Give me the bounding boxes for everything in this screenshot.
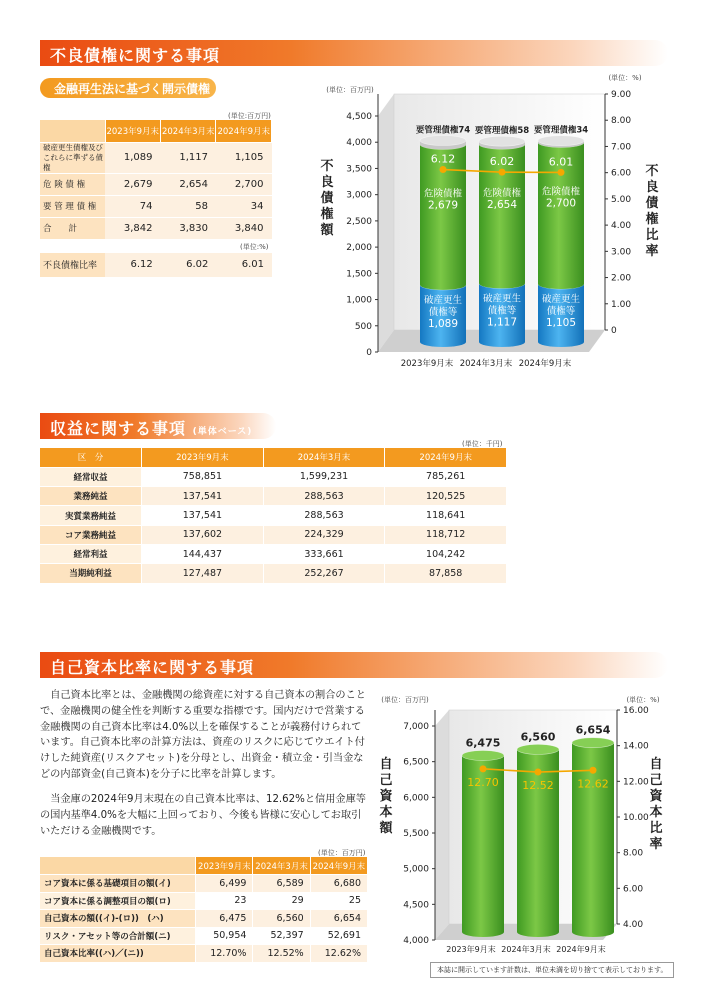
income-cell: 288,563 <box>263 487 385 506</box>
section2-header <box>40 413 276 439</box>
chart1-ratio-label: 6.02 <box>489 155 515 169</box>
npl-chart <box>310 70 670 375</box>
capital-cell: 23 <box>196 892 253 910</box>
chart2-ytick-label: 6,000 <box>403 793 429 804</box>
section2-title-text: 収益に関する事項 <box>50 419 187 438</box>
chart1-ytick-label: 0 <box>366 348 372 358</box>
capital-paragraph-2: 当金庫の2024年9月末現在の自己資本比率は、12.62%と信用金庫等の国内基準4.0%を大幅に上回っており、今後も皆様に安心してお取引いただける金融機関です。 <box>40 794 366 837</box>
npl-row-label: 要 管 理 債 権 <box>40 195 105 217</box>
capital-cell: 12.62% <box>310 945 367 963</box>
chart1-y2tick-label: 6.00 <box>611 168 632 179</box>
chart1-bottom-name: 破産更生 <box>482 293 522 305</box>
chart1-bar-bottom-base <box>538 337 584 347</box>
npl-row-label: 合 計 <box>40 217 105 239</box>
chart2-bar <box>517 749 559 932</box>
chart1-ytick-label: 500 <box>354 321 372 332</box>
chart1-x-label: 2024年3月末 <box>459 359 513 369</box>
capital-cell: 52,397 <box>253 927 310 945</box>
chart2-x-label: 2024年9月末 <box>556 945 606 954</box>
chart1-ytick-label: 1,000 <box>346 295 372 306</box>
npl-row-label: 危 険 債 権 <box>40 173 105 195</box>
npl-row-label: 破産更生債権及びこれらに準ずる債権 <box>40 142 105 173</box>
npl-col-header: 2024年3月末 <box>161 120 216 142</box>
chart1-ytick-label: 3,000 <box>346 190 372 201</box>
chart2-ytick-label: 7,000 <box>403 722 429 732</box>
npl-ratio-label: 不良債権比率 <box>40 253 105 277</box>
income-cell: 137,602 <box>142 525 264 544</box>
chart1-y2tick-label: 1.00 <box>611 299 632 310</box>
income-cell: 127,487 <box>142 564 264 583</box>
chart1-bottom-name: 破産更生 <box>423 294 463 306</box>
income-cell: 104,242 <box>385 544 507 563</box>
npl-cell: 58 <box>161 195 216 217</box>
chart1-top-label: 要管理債権34 <box>533 125 589 136</box>
section1-header <box>40 40 668 66</box>
income-cell: 118,712 <box>385 525 507 544</box>
chart1-ratio-point <box>440 166 447 173</box>
npl-cell: 34 <box>216 195 272 217</box>
chart1-y2tick-label: 9.00 <box>611 90 632 100</box>
income-col-header: 区 分 <box>40 448 142 467</box>
income-col-header: 2024年9月末 <box>385 448 507 467</box>
chart2-bar-label: 6,654 <box>575 723 611 737</box>
npl-col-header: 2023年9月末 <box>105 120 160 142</box>
section2-title <box>50 416 252 439</box>
chart1-mid-value: 2,679 <box>427 199 459 212</box>
capital-cell: 25 <box>310 892 367 910</box>
income-cell: 224,329 <box>263 525 385 544</box>
section3-title: 自己資本比率に関する事項 <box>50 658 255 677</box>
table-row <box>40 253 272 277</box>
chart2-y2tick-label: 6.00 <box>623 884 644 895</box>
chart1-ytick-label: 2,000 <box>346 243 372 254</box>
capital-chart <box>375 690 670 958</box>
chart1-mid-value: 2,654 <box>486 199 518 212</box>
chart1-bottom-name: 債権等 <box>546 306 576 318</box>
chart2-bar-base <box>517 927 559 937</box>
chart1-ytick-label: 3,500 <box>346 164 372 175</box>
chart1-ytick-label: 1,500 <box>346 269 372 280</box>
chart2-ytick-label: 5,000 <box>403 864 429 875</box>
npl-cell: 3,840 <box>216 217 272 239</box>
chart1-x-label: 2023年9月末 <box>400 359 454 369</box>
income-cell: 118,641 <box>385 506 507 525</box>
table1-unit: (単位:百万円) <box>228 112 271 120</box>
table-row <box>40 142 272 173</box>
chart1-ytick-label: 2,500 <box>346 216 372 227</box>
chart1-bar-top-cap <box>479 136 525 146</box>
npl-cell: 1,089 <box>105 142 160 173</box>
section1-title: 不良債権に関する事項 <box>50 46 221 65</box>
npl-cell: 3,830 <box>161 217 216 239</box>
chart2-x-label: 2023年9月末 <box>446 945 496 954</box>
chart1-bottom-value: 1,089 <box>427 317 459 330</box>
rounding-note: 本誌に開示しています計数は、単位未満を切り捨てて表示しております。 <box>430 962 674 978</box>
capital-cell: 6,475 <box>196 910 253 928</box>
chart2-left-label: 自己資本額 <box>379 757 393 836</box>
chart1-mid-value: 2,700 <box>545 197 577 210</box>
chart1-ratio-point <box>558 169 565 176</box>
income-cell: 252,267 <box>263 564 385 583</box>
chart2-bar-cap <box>517 744 559 754</box>
chart1-bottom-value: 1,105 <box>545 317 577 330</box>
npl-ratio-cell: 6.02 <box>161 253 217 277</box>
chart1-bottom-name: 債権等 <box>487 305 517 317</box>
income-cell: 288,563 <box>263 506 385 525</box>
capital-row-label: コア資本に係る基礎項目の額(イ) <box>40 875 196 893</box>
chart1-mid-name: 危険債権 <box>423 188 463 200</box>
chart1-ytick-label: 4,500 <box>346 112 372 122</box>
section1-subheader <box>40 78 216 98</box>
chart2-ytick-label: 4,000 <box>403 936 429 946</box>
income-table <box>40 448 507 584</box>
capital-row-label: 自己資本の額((イ)-(ロ)) (ハ) <box>40 910 196 928</box>
income-row-label: 業務純益 <box>40 487 142 506</box>
chart1-y2tick-label: 0 <box>611 326 617 336</box>
chart2-ratio-label: 12.70 <box>467 775 499 789</box>
chart1-y2tick-label: 4.00 <box>611 221 632 232</box>
chart1-top-label: 要管理債権58 <box>474 126 530 137</box>
chart1-bar-top-cap <box>420 136 466 146</box>
table-row <box>40 544 507 563</box>
capital-cell: 50,954 <box>196 927 253 945</box>
chart1-bottom-name: 破産更生 <box>541 294 581 306</box>
chart2-bar-cap <box>572 738 614 748</box>
chart1-y2tick-label: 5.00 <box>611 194 632 205</box>
income-row-label: 経常利益 <box>40 544 142 563</box>
chart2-bar-label: 6,560 <box>520 730 556 744</box>
chart1-bar-bottom-base <box>420 337 466 347</box>
table-row <box>40 564 507 583</box>
table-row <box>40 910 368 928</box>
income-cell: 120,525 <box>385 487 507 506</box>
income-cell: 144,437 <box>142 544 264 563</box>
capital-col-header: 2024年3月末 <box>253 857 310 875</box>
table1b-unit: (単位:%) <box>240 243 269 251</box>
income-cell: 333,661 <box>263 544 385 563</box>
table-row <box>40 927 368 945</box>
capital-col-header: 2023年9月末 <box>196 857 253 875</box>
chart2-ratio-point <box>480 765 487 772</box>
npl-cell: 2,654 <box>161 173 216 195</box>
npl-cell: 2,679 <box>105 173 160 195</box>
capital-row-label: 自己資本比率((ハ)／(ニ)) <box>40 945 196 963</box>
chart2-ratio-label: 12.52 <box>522 779 554 793</box>
chart1-right-label: 不良債権比率 <box>645 164 659 259</box>
chart1-bottom-name: 債権等 <box>428 306 458 318</box>
chart1-y2tick-label: 3.00 <box>611 247 632 258</box>
npl-table <box>40 120 272 240</box>
chart2-ratio-label: 12.62 <box>577 777 609 791</box>
chart1-side-wall <box>378 94 394 352</box>
table-row <box>40 173 272 195</box>
capital-row-label: コア資本に係る調整項目の額(ロ) <box>40 892 196 910</box>
chart2-bar-cap <box>462 750 504 760</box>
npl-cell: 2,700 <box>216 173 272 195</box>
npl-ratio-table <box>40 253 272 278</box>
chart2-y2tick-label: 12.00 <box>623 777 649 788</box>
income-cell: 137,541 <box>142 506 264 525</box>
capital-cell: 6,499 <box>196 875 253 893</box>
table-row <box>40 217 272 239</box>
npl-col-header: 2024年9月末 <box>216 120 272 142</box>
income-row-label: コア業務純益 <box>40 525 142 544</box>
chart2-y2tick-label: 8.00 <box>623 848 644 859</box>
income-row-label: 当期純利益 <box>40 564 142 583</box>
chart1-y2tick-label: 8.00 <box>611 116 632 127</box>
income-col-header: 2024年3月末 <box>263 448 385 467</box>
chart1-ratio-label: 6.12 <box>430 152 456 166</box>
capital-cell: 6,560 <box>253 910 310 928</box>
income-cell: 87,858 <box>385 564 507 583</box>
chart1-ratio-point <box>499 169 506 176</box>
chart1-mid-name: 危険債権 <box>482 188 522 200</box>
chart2-bar-base <box>462 927 504 937</box>
income-col-header: 2023年9月末 <box>142 448 264 467</box>
table-row <box>40 467 507 486</box>
chart1-bar-mid-base <box>538 279 584 289</box>
section1-subtitle: 金融再生法に基づく開示債権 <box>54 82 211 96</box>
income-cell: 1,599,231 <box>263 467 385 486</box>
table-row <box>40 487 507 506</box>
chart1-unit-left: (単位：百万円) <box>326 86 374 94</box>
table-row <box>40 195 272 217</box>
npl-ratio-cell: 6.01 <box>216 253 272 277</box>
chart1-mid-name: 危険債権 <box>541 186 581 198</box>
chart2-right-label: 自己資本比率 <box>649 757 663 852</box>
table-row <box>40 875 368 893</box>
chart1-unit-right: (単位：%) <box>608 74 642 82</box>
chart2-ytick-label: 6,500 <box>403 757 429 768</box>
table-row <box>40 945 368 963</box>
chart1-x-label: 2024年9月末 <box>518 359 572 369</box>
income-row-label: 実質業務純益 <box>40 506 142 525</box>
npl-cell: 74 <box>105 195 160 217</box>
chart1-left-label: 不良債権額 <box>320 159 334 238</box>
chart1-ytick-label: 4,000 <box>346 138 372 149</box>
chart2-ratio-point <box>535 769 542 776</box>
income-row-label: 経常収益 <box>40 467 142 486</box>
section2-title-small: (単体ベース) <box>192 427 253 437</box>
capital-cell: 6,680 <box>310 875 367 893</box>
npl-ratio-cell: 6.12 <box>105 253 161 277</box>
table2-unit: (単位：千円) <box>462 440 503 448</box>
chart1-bar-mid-base <box>479 278 525 288</box>
chart1-top-label: 要管理債権74 <box>415 125 471 136</box>
chart1-ratio-label: 6.01 <box>548 155 574 169</box>
chart1-bar-bottom-base <box>479 337 525 347</box>
chart2-ratio-point <box>590 767 597 774</box>
chart2-unit-left: (単位：百万円) <box>381 696 429 704</box>
income-cell: 758,851 <box>142 467 264 486</box>
chart2-y2tick-label: 4.00 <box>623 920 644 930</box>
chart2-y2tick-label: 16.00 <box>623 706 649 716</box>
chart1-y2tick-label: 2.00 <box>611 273 632 284</box>
chart1-bar-mid-base <box>420 280 466 290</box>
capital-paragraph-1: 自己資本比率とは、金融機関の総資産に対する自己資本の割合のことで、金融機関の健全性を判断する重要な指標です。国内だけで営業する金融機関の自己資本比率は4.0%以上を確保することが義務付けられています。自己資本比率の計算方法は、資産のリスクに応じてウエイト付けした純資産(リスクアセット)を分母とし、出資金・積立金・引当金などの内部資金(自己資本)を分子に比率を計算します。 <box>40 690 366 780</box>
chart2-ytick-label: 5,500 <box>403 829 429 839</box>
income-cell: 137,541 <box>142 487 264 506</box>
table-row <box>40 525 507 544</box>
chart2-bar-label: 6,475 <box>465 736 501 750</box>
npl-cell: 1,117 <box>161 142 216 173</box>
table-row <box>40 506 507 525</box>
capital-cell: 12.70% <box>196 945 253 963</box>
capital-table <box>40 857 368 963</box>
npl-cell: 1,105 <box>216 142 272 173</box>
chart2-ytick-label: 4,500 <box>403 900 429 911</box>
chart1-bar-top-cap <box>538 136 584 146</box>
capital-col-header: 2024年9月末 <box>310 857 367 875</box>
chart2-bar-base <box>572 927 614 937</box>
capital-cell: 29 <box>253 892 310 910</box>
table3-unit: (単位：百万円) <box>318 849 366 857</box>
npl-cell: 3,842 <box>105 217 160 239</box>
section3-header <box>40 652 668 678</box>
chart2-y2tick-label: 10.00 <box>623 813 649 823</box>
capital-row-label: リスク・アセット等の合計額(ニ) <box>40 927 196 945</box>
chart2-unit-right: (単位：%) <box>626 696 660 704</box>
chart2-x-label: 2024年3月末 <box>501 945 551 954</box>
chart2-side-wall <box>435 710 449 940</box>
capital-cell: 52,691 <box>310 927 367 945</box>
chart1-bottom-value: 1,117 <box>486 316 518 329</box>
chart1-y2tick-label: 7.00 <box>611 142 632 153</box>
chart2-y2tick-label: 14.00 <box>623 741 649 752</box>
capital-cell: 12.52% <box>253 945 310 963</box>
table-row <box>40 892 368 910</box>
capital-cell: 6,589 <box>253 875 310 893</box>
income-cell: 785,261 <box>385 467 507 486</box>
capital-cell: 6,654 <box>310 910 367 928</box>
